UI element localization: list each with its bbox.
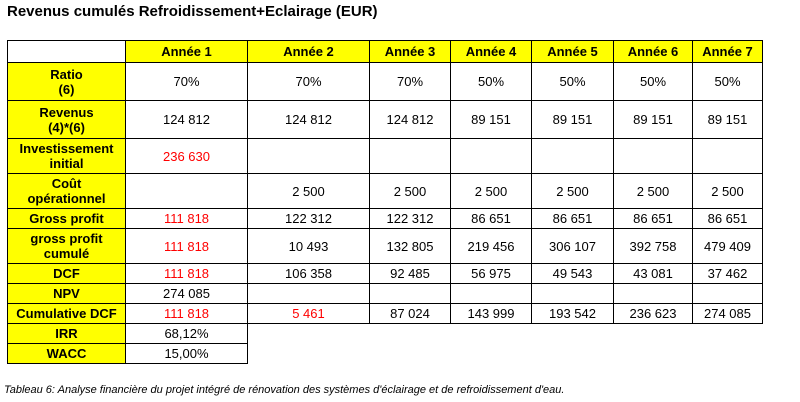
column-header: Année 6 bbox=[614, 41, 693, 63]
table-cell: 92 485 bbox=[370, 264, 451, 284]
table-row bbox=[8, 229, 763, 264]
table-cell: 15,00% bbox=[126, 344, 248, 364]
column-header: Année 5 bbox=[532, 41, 614, 63]
table-cell: 50% bbox=[693, 63, 763, 101]
table-cell: 89 151 bbox=[451, 101, 532, 139]
table-cell: 2 500 bbox=[693, 174, 763, 209]
financial-table bbox=[7, 40, 763, 364]
table-cell: 132 805 bbox=[370, 229, 451, 264]
table-row bbox=[8, 63, 763, 101]
column-header: Année 3 bbox=[370, 41, 451, 63]
column-header: Année 2 bbox=[248, 41, 370, 63]
row-label bbox=[8, 344, 126, 364]
row-label bbox=[8, 209, 126, 229]
table-cell: 143 999 bbox=[451, 304, 532, 324]
table-cell: 106 358 bbox=[248, 264, 370, 284]
row-label-line: DCF bbox=[53, 266, 80, 281]
table-cell: 392 758 bbox=[614, 229, 693, 264]
table-cell: 86 651 bbox=[693, 209, 763, 229]
table-cell: 43 081 bbox=[614, 264, 693, 284]
column-header: Année 7 bbox=[693, 41, 763, 63]
table-cell: 56 975 bbox=[451, 264, 532, 284]
row-label-line: Coût bbox=[51, 176, 82, 191]
row-label-line: Investissement bbox=[19, 141, 114, 156]
table-cell bbox=[693, 139, 763, 174]
table-cell: 2 500 bbox=[370, 174, 451, 209]
row-label-line: WACC bbox=[46, 346, 87, 361]
table-row bbox=[8, 139, 763, 174]
row-label-line: Cumulative DCF bbox=[16, 306, 117, 321]
table-cell: 70% bbox=[248, 63, 370, 101]
table-cell: 124 812 bbox=[126, 101, 248, 139]
table-row bbox=[8, 209, 763, 229]
row-label-line: cumulé bbox=[43, 246, 90, 261]
table-cell: 89 151 bbox=[532, 101, 614, 139]
table-cell: 50% bbox=[614, 63, 693, 101]
table-cell bbox=[451, 139, 532, 174]
table-cell: 111 818 bbox=[126, 209, 248, 229]
table-cell: 86 651 bbox=[451, 209, 532, 229]
table-cell: 2 500 bbox=[614, 174, 693, 209]
table-row bbox=[8, 284, 763, 304]
table-cell: 111 818 bbox=[126, 304, 248, 324]
table-cell: 2 500 bbox=[248, 174, 370, 209]
table-cell: 274 085 bbox=[693, 304, 763, 324]
table-row bbox=[8, 101, 763, 139]
table-cell: 86 651 bbox=[614, 209, 693, 229]
table-cell: 236 623 bbox=[614, 304, 693, 324]
table-cell bbox=[451, 284, 532, 304]
row-label bbox=[8, 174, 126, 209]
row-label bbox=[8, 324, 126, 344]
table-cell bbox=[370, 139, 451, 174]
table-cell: 89 151 bbox=[614, 101, 693, 139]
table-cell: 68,12% bbox=[126, 324, 248, 344]
table-cell: 50% bbox=[451, 63, 532, 101]
table-cell bbox=[614, 139, 693, 174]
table-cell: 70% bbox=[126, 63, 248, 101]
row-label bbox=[8, 63, 126, 101]
header-corner bbox=[8, 41, 126, 63]
table-cell bbox=[370, 284, 451, 304]
table-cell: 124 812 bbox=[370, 101, 451, 139]
table-cell bbox=[126, 174, 248, 209]
row-label-line: opérationnel bbox=[27, 191, 106, 206]
table-cell: 111 818 bbox=[126, 229, 248, 264]
row-label bbox=[8, 101, 126, 139]
table-cell: 122 312 bbox=[248, 209, 370, 229]
table-cell: 87 024 bbox=[370, 304, 451, 324]
table-cell bbox=[532, 139, 614, 174]
table-cell bbox=[532, 284, 614, 304]
header-row bbox=[8, 41, 763, 63]
table-cell: 70% bbox=[370, 63, 451, 101]
row-label bbox=[8, 284, 126, 304]
table-cell: 2 500 bbox=[451, 174, 532, 209]
column-header: Année 4 bbox=[451, 41, 532, 63]
table-title: Revenus cumulés Refroidissement+Eclairage (EUR) bbox=[7, 3, 378, 20]
table-row bbox=[8, 324, 763, 344]
table-cell: 10 493 bbox=[248, 229, 370, 264]
table-cell: 274 085 bbox=[126, 284, 248, 304]
row-label bbox=[8, 229, 126, 264]
table-row bbox=[8, 264, 763, 284]
row-label-line: (6) bbox=[58, 81, 75, 97]
table-cell: 236 630 bbox=[126, 139, 248, 174]
table-row bbox=[8, 304, 763, 324]
table-cell: 306 107 bbox=[532, 229, 614, 264]
row-label-line: (4)*(6) bbox=[48, 119, 85, 135]
table-cell: 111 818 bbox=[126, 264, 248, 284]
row-label bbox=[8, 139, 126, 174]
table-cell: 5 461 bbox=[248, 304, 370, 324]
table-cell: 86 651 bbox=[532, 209, 614, 229]
row-label bbox=[8, 304, 126, 324]
table-row bbox=[8, 174, 763, 209]
table-cell: 89 151 bbox=[693, 101, 763, 139]
row-label-line: Ratio bbox=[50, 66, 83, 82]
table-cell bbox=[693, 284, 763, 304]
table-cell: 193 542 bbox=[532, 304, 614, 324]
row-label-line: IRR bbox=[55, 326, 78, 341]
row-label-line: Gross profit bbox=[29, 211, 104, 226]
table-cell: 122 312 bbox=[370, 209, 451, 229]
row-label-line: Revenus bbox=[39, 104, 94, 120]
column-header: Année 1 bbox=[126, 41, 248, 63]
table-row bbox=[8, 344, 763, 364]
table-cell: 479 409 bbox=[693, 229, 763, 264]
table-cell bbox=[248, 139, 370, 174]
table-cell: 219 456 bbox=[451, 229, 532, 264]
table-caption: Tableau 6: Analyse financière du projet intégré de rénovation des systèmes d'éclairage et de refroidissement d'eau. bbox=[4, 384, 565, 396]
table-cell: 37 462 bbox=[693, 264, 763, 284]
table-cell: 50% bbox=[532, 63, 614, 101]
row-label bbox=[8, 264, 126, 284]
table-cell: 124 812 bbox=[248, 101, 370, 139]
table-cell bbox=[248, 284, 370, 304]
row-label-line: gross profit bbox=[30, 231, 103, 246]
row-label-line: NPV bbox=[53, 286, 80, 301]
table-cell bbox=[614, 284, 693, 304]
table-cell: 49 543 bbox=[532, 264, 614, 284]
table-cell: 2 500 bbox=[532, 174, 614, 209]
row-label-line: initial bbox=[49, 156, 84, 171]
